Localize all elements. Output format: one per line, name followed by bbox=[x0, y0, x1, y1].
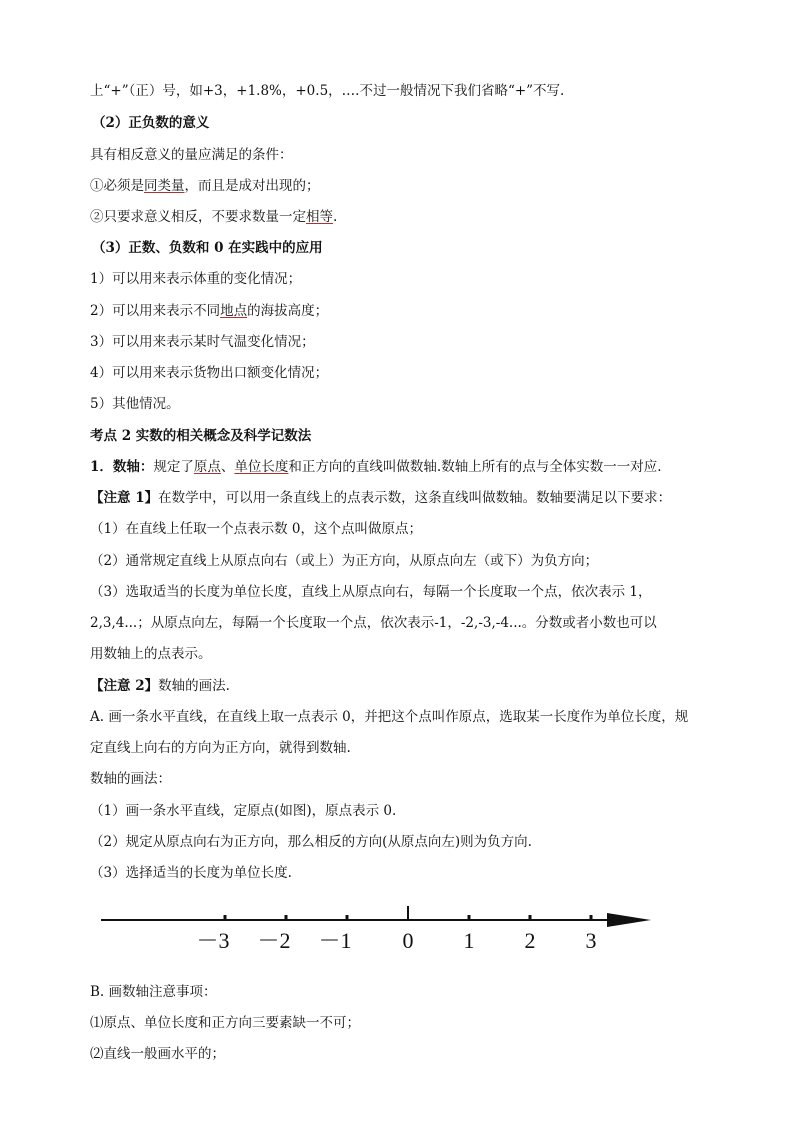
text-line-3: 具有相反意义的量应满足的条件： bbox=[90, 147, 293, 163]
definition-number-line: 1．数轴：规定了原点、单位长度和正方向的直线叫做数轴.数轴上所有的点与全体实数一一对应. bbox=[90, 459, 662, 475]
text-line-5: ②只要求意义相反，不要求数量一定相等. bbox=[90, 209, 338, 225]
drawing-step-2: （2）规定从原点向右为正方向，那么相反的方向(从原点向左)则为负方向. bbox=[90, 834, 532, 850]
text-line-1: 上“+”（正）号，如+3，+1.8%，+0.5，….不过一般情况下我们省略“+”不写. bbox=[90, 83, 565, 99]
underline-equal: 相等 bbox=[306, 209, 333, 225]
tick-label: －3 bbox=[196, 928, 230, 953]
tick-label: 1 bbox=[463, 928, 475, 953]
tick-label: 3 bbox=[585, 928, 597, 953]
underline-location: 地点 bbox=[220, 303, 248, 319]
note-1: 【注意 1】在数学中，可以用一条直线上的点表示数，这条直线叫做数轴。数轴要满足以下要求： bbox=[90, 490, 672, 506]
text-line-4: ①必须是同类量，而且是成对出现的； bbox=[90, 178, 320, 194]
list-item-2: 2）可以用来表示不同地点的海拔高度； bbox=[90, 303, 329, 319]
notes-b-item-1: ⑴原点、单位长度和正方向三要素缺一不可； bbox=[90, 1015, 360, 1031]
notes-b-item-2: ⑵直线一般画水平的； bbox=[90, 1046, 225, 1062]
note-1-item-2: （2）通常规定直线上从原点向右（或上）为正方向，从原点向左（或下）为负方向； bbox=[90, 553, 599, 569]
note-2: 【注意 2】数轴的画法. bbox=[90, 678, 230, 694]
underline-unit-length: 单位长度 bbox=[234, 459, 289, 475]
heading-applications: （3）正数、负数和 0 在实践中的应用 bbox=[92, 240, 323, 256]
note-2-a-cont: 定直线上向右的方向为正方向，就得到数轴. bbox=[90, 740, 351, 756]
note-2-a: A. 画一条水平直线，在直线上取一点表示 0，并把这个点叫作原点，选取某一长度作为单位长度，规 bbox=[90, 709, 689, 725]
note-1-item-3-cont-a: 2,3,4...；从原点向左，每隔一个长度取一个点，依次表示-1，-2,-3,-4...。分数或者小数也可以 bbox=[90, 615, 657, 631]
underline-origin: 原点 bbox=[193, 459, 221, 475]
tick-label: 2 bbox=[524, 928, 536, 953]
tick-label: 0 bbox=[402, 928, 414, 953]
underline-same-kind: 同类量 bbox=[144, 178, 185, 194]
heading-positive-negative-meaning: （2）正负数的意义 bbox=[92, 115, 210, 131]
drawing-method-title: 数轴的画法： bbox=[90, 771, 171, 787]
drawing-step-3: （3）选择适当的长度为单位长度. bbox=[90, 865, 292, 881]
note-1-item-1: （1）在直线上任取一个点表示数 0，这个点叫做原点； bbox=[90, 521, 422, 537]
tick-label: －2 bbox=[257, 928, 291, 953]
list-item-4: 4）可以用来表示货物出口额变化情况； bbox=[90, 365, 329, 381]
number-line-arrow bbox=[607, 913, 651, 927]
heading-topic-2: 考点 2 实数的相关概念及科学记数法 bbox=[90, 428, 312, 444]
list-item-5: 5）其他情况。 bbox=[90, 396, 180, 412]
notes-b-title: B. 画数轴注意事项： bbox=[90, 984, 217, 1000]
list-item-3: 3）可以用来表示某时气温变化情况； bbox=[90, 334, 315, 350]
tick-label: －1 bbox=[318, 928, 352, 953]
drawing-step-1: （1）画一条水平直线，定原点(如图)，原点表示 0. bbox=[90, 803, 397, 819]
note-1-item-3: （3）选取适当的长度为单位长度，直线上从原点向右，每隔一个长度取一个点，依次表示 1， bbox=[90, 584, 652, 600]
list-item-1: 1）可以用来表示体重的变化情况； bbox=[90, 271, 302, 287]
note-1-item-3-cont-b: 用数轴上的点表示。 bbox=[90, 646, 212, 662]
number-line-figure bbox=[95, 894, 665, 964]
